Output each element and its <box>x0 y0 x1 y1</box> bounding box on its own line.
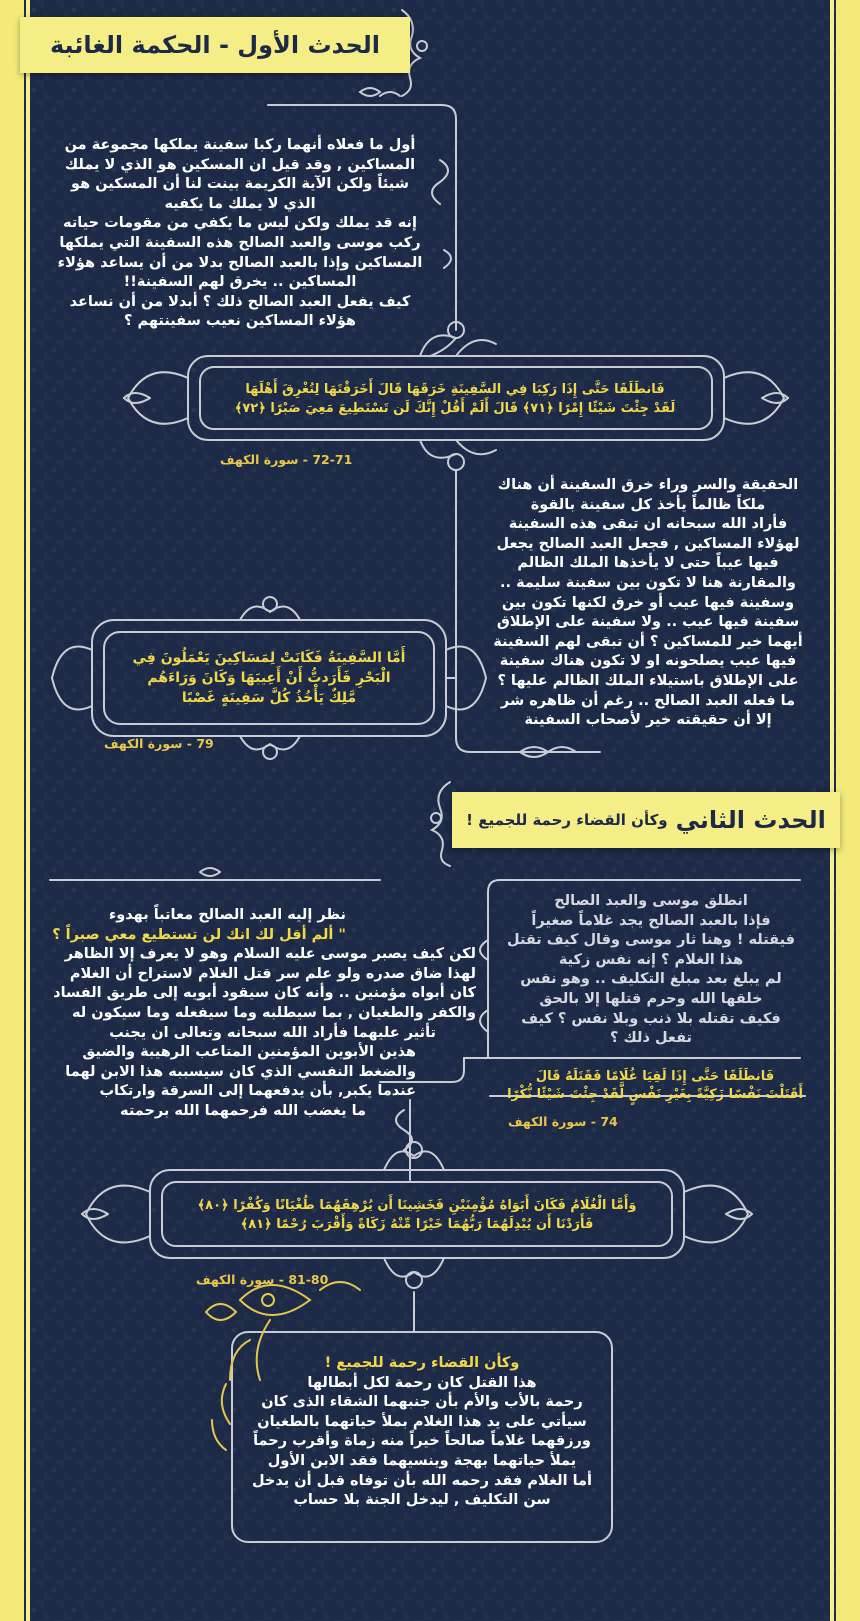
verse1-ref: 72-71 - سورة الكهف <box>220 452 353 467</box>
banner2-curl-icon <box>432 782 450 866</box>
story-line: هذا الغلام ؟ إنه نفس زكية <box>558 951 744 968</box>
final-line: يملأ حياتهما بهجة وينسيهما فقد الابن الأول <box>267 1452 577 1469</box>
explain-line: على الإطلاق باستيلاء الملك الظالم عليها ؟ <box>497 672 799 689</box>
reply-line: والكفر والطغيان , بما سيطلبه وما سيفعله وما سيكون له <box>72 1004 476 1021</box>
final-line: سيأتي على يد هذا الغلام بملأ حياتهما بالطغيان <box>257 1413 587 1430</box>
event2-story <box>506 892 796 1049</box>
story-line: فإذا بالعبد الصالح يجد غلاماً صغيراً <box>531 912 771 929</box>
explain-line: فيها عيب يصلحونه او لا تكون هناك سفينة <box>499 653 797 670</box>
explain-line: أيهما خير للمساكين ؟ أن تبقى لهم السفينة <box>493 633 803 650</box>
verse2 <box>104 648 434 708</box>
verse3-ref: 74 - سورة الكهف <box>508 1114 618 1129</box>
verse1-line: فَانطَلَقَا حَتَّى إِذَا رَكِبَا فِي السَّفِينَةِ خَرَقَهَا قَالَ أَخَرَقْتَهَا لِتُغْرِقَ أَهْلَهَا <box>245 382 665 397</box>
verse3-line: فَانطَلَقَا حَتَّى إِذَا لَقِيَا غُلَامًا فَقَتَلَهُ قَالَ <box>535 1069 775 1084</box>
explain-line: فيها عيباً حتى لا يأخذها الملك الظالم <box>517 555 779 572</box>
story-line: لم يبلغ بعد مبلغ التكليف .. وهو نفس <box>520 971 782 988</box>
event1-explanation <box>476 476 820 731</box>
verse4-line: وَأَمَّا الْغُلَامُ فَكَانَ أَبَوَاهُ مُؤْمِنَيْنِ فَخَشِينَا أَن يُرْهِقَهُمَا طُغْيَانًا وَكُفْرًا ﴿٨٠﴾ <box>197 1198 637 1213</box>
intro-line: إنه قد يملك ولكن ليس ما يكفي من مقومات حياته <box>63 215 417 232</box>
intro-line: الذي لا يملك ما يكفيه <box>164 195 316 212</box>
verse3-line: أَقَتَلْتَ نَفْسًا زَكِيَّةً بِغَيْرِ نَفْسٍ لَّقَدْ جِئْتَ شَيْئًا نُّكْرًا <box>507 1087 803 1102</box>
event1-title: الحدث الأول - الحكمة الغائبة <box>49 31 381 59</box>
verse2-ref: 79 - سورة الكهف <box>104 736 214 751</box>
event2-title-banner <box>452 792 840 848</box>
explain-line: ما فعله العبد الصالح .. رغم أن ظاهره شر <box>500 692 796 709</box>
intro-line: ركب موسى والعبد الصالح هذه السفينة التي يملكها <box>59 234 421 251</box>
story-line: فيقتله ! وهنا ثار موسى وقال كيف تقتل <box>507 932 795 949</box>
intro-line: أول ما فعلاه أنهما ركبا سفينة يملكها مجموعة من <box>64 137 416 153</box>
explain-line: الحقيقة والسر وراء خرق السفينة أن هناك <box>497 477 799 493</box>
explain-line: والمقارنة هنا لا تكون بين سفينة سليمة .. <box>500 574 796 591</box>
story-line: تفعل ذلك ؟ <box>610 1030 692 1047</box>
intro-line: كيف يفعل العبد الصالح ذلك ؟ أبدلا من أن نساعد <box>69 293 411 310</box>
explain-line: فأراد الله سبحانه ان تبقى هذه السفينة <box>508 516 788 533</box>
story-line: انطلق موسى والعبد الصالح <box>554 893 748 909</box>
event1-intro <box>40 136 440 332</box>
verse2-line: أَمَّا السَّفِينَةُ فَكَانَتْ لِمَسَاكِينَ يَعْمَلُونَ فِي <box>132 650 406 666</box>
final-box-text <box>240 1354 604 1511</box>
reply-line: ما يغضب الله فرحمهما الله برحمته <box>120 1102 366 1119</box>
explain-line: لهؤلاء المساكين , فجعل العبد الصالح يجعل <box>496 535 800 552</box>
verse3 <box>496 1068 814 1104</box>
reply-quote: " ألم أقل لك انك لن تستطيع معي صبراً ؟ <box>52 926 346 943</box>
intro-line: هؤلاء المساكين نعيب سفينتهم ؟ <box>124 313 356 330</box>
final-line: سن التكليف , ليدخل الجنة بلا حساب <box>293 1492 551 1509</box>
event1-title-banner <box>20 17 410 73</box>
intro-line: المساكين , وقد قيل ان المسكين هو الذي لا يملك <box>64 156 416 173</box>
final-line: ورزقهما غلاماً صالحاً خيراً منه زماة وأقرب رحماً <box>253 1433 591 1450</box>
final-line: أما الغلام فقد رحمه الله بأن توفاه قبل أن يدخل <box>251 1472 593 1489</box>
verse1-line: لَقَدْ جِئْتَ شَيْئًا إِمْرًا ﴿٧١﴾ قَالَ أَلَمْ أَقُلْ إِنَّكَ لَن تَسْتَطِيعَ مَعِيَ صَبْرًا ﴿٧٢﴾ <box>234 401 676 416</box>
verse4-ref: 81-80 - سورة الكهف <box>196 1272 329 1287</box>
story-line: خلقها الله وحرم قتلها إلا بالحق <box>539 990 763 1007</box>
event2-reply <box>44 906 476 1122</box>
explain-line: وسفينة فيها عيب أو خرق لكنها تكون بين <box>501 594 795 611</box>
final-line: رحمة بالأب والأم بأن جنبهما الشقاء الذى كان <box>261 1394 583 1411</box>
reply-line: والضغط النفسي الذي كان سيسببه هذا الابن لهما <box>65 1063 416 1080</box>
event2-title: الحدث الثاني <box>675 806 826 834</box>
story-line: فكيف تقتله بلا ذنب وبلا نفس ؟ كيف <box>521 1010 781 1027</box>
verse4-line: فَأَرَدْنَا أَن يُبْدِلَهُمَا رَبُّهُمَا خَيْرًا مِّنْهُ زَكَاةً وَأَقْرَبَ رُحْمًا ﴿٨١﴾ <box>240 1217 594 1232</box>
reply-line: لهذا ضاق صدره ولو علم سر قتل الغلام لاستراح أن الغلام <box>69 965 476 982</box>
final-heading: وكأن القضاء رحمة للجميع ! <box>324 1355 520 1371</box>
explain-line: ملكاً ظالماً يأخذ كل سفينة بالقوة <box>530 496 766 513</box>
event2-title-suffix: وكأن القضاء رحمة للجميع ! <box>466 811 668 829</box>
verse2-line: مَّلِكٌ يَأْخُذُ كُلَّ سَفِينَةٍ غَصْبًا <box>181 690 357 706</box>
reply-line: عندما يكبر, بأن يدفعهما إلى السرقة وارتكاب <box>99 1083 416 1100</box>
explain-line: إلا أن حقيقته خير لأصحاب السفينة <box>524 712 772 729</box>
reply-line: تأثير عليهما فأراد الله سبحانه وتعالى ان يجنب <box>109 1024 436 1041</box>
verse4 <box>170 1196 664 1234</box>
verse1 <box>210 380 700 418</box>
intro-line: شيئاً ولكن الآية الكريمة بينت لنا أن المسكين هو <box>71 176 409 193</box>
explain-line: سفينة فيها عيب .. ولا سفينة على الإطلاق <box>496 614 800 631</box>
final-line: هذا القتل كان رحمة لكل أبطالها <box>307 1374 537 1391</box>
reply-line: هذين الأبوين المؤمنين المتاعب الرهيبة والضيق <box>82 1044 416 1061</box>
intro-line: المساكين .. يخرق لهم السفينة!! <box>123 274 357 291</box>
intro-line: المساكين وإذا بالعبد الصالح بدلا من أن يساعد هؤلاء <box>57 254 423 271</box>
reply-line: كان أبواه مؤمنين .. وأنه كان سيقود أبويه إلى طريق الفساد <box>53 985 476 1002</box>
reply-line: لكن كيف يصبر موسى عليه السلام وهو لا يعرف إلا الظاهر <box>64 946 476 963</box>
reply-first-line: نظر إليه العبد الصالح معاتباً بهدوء <box>108 907 346 923</box>
verse2-line: الْبَحْرِ فَأَرَدتُّ أَنْ أَعِيبَهَا وَكَانَ وَرَاءَهُم <box>147 670 391 686</box>
